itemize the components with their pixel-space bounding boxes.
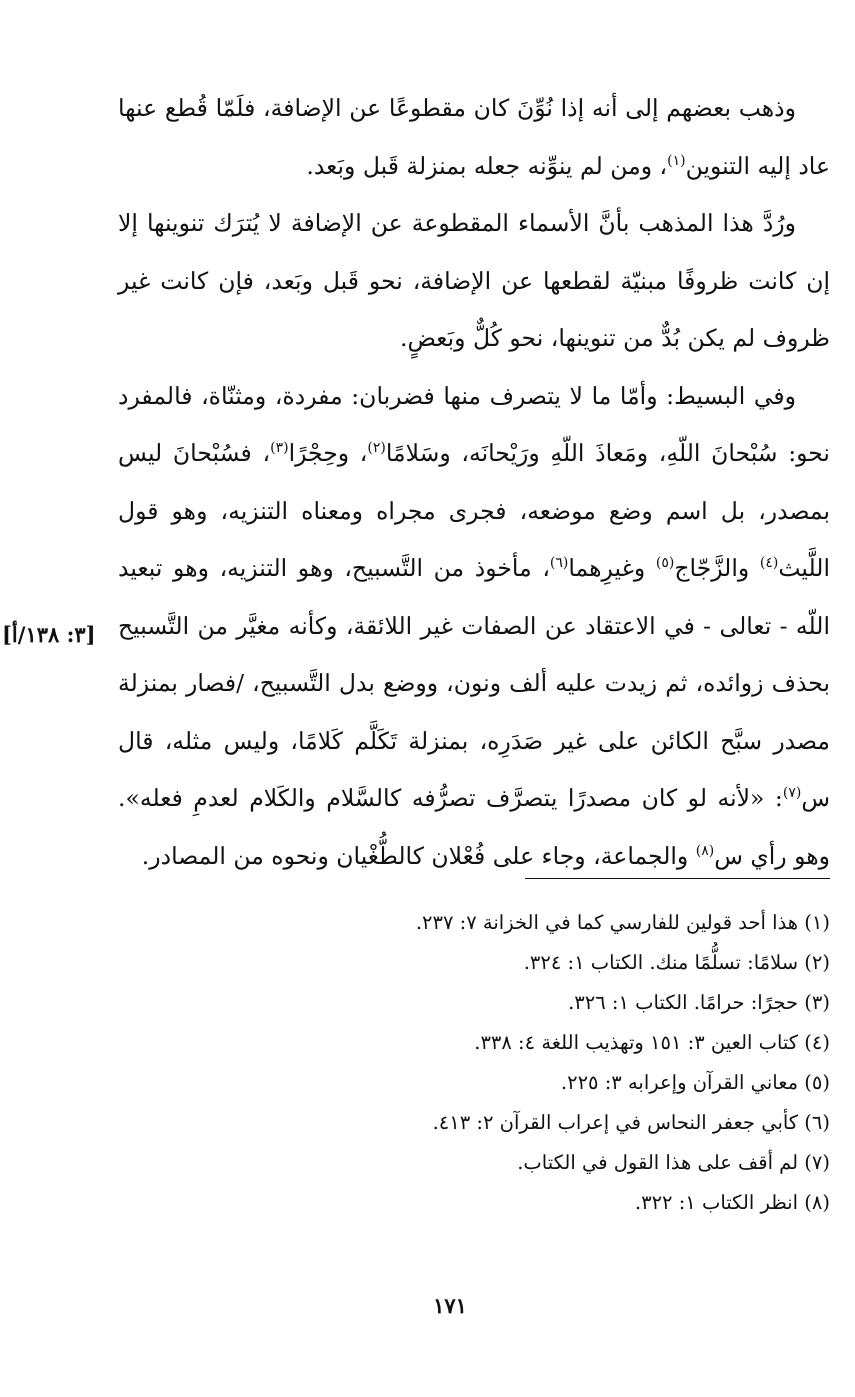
footnote-reference: (٣) (270, 440, 289, 457)
footnote-reference: (٧) (782, 785, 802, 802)
footnote-reference: (١) (667, 152, 686, 169)
footnote-reference: (٤) (759, 555, 779, 572)
text-segment: ورُدَّ هذا المذهب بأنَّ الأسماء المقطوعة عن الإضافة لا يُترَك تنوينها إلا إن كانت ظروفًا مبنيّة لقطعها عن الإضافة، نحو قَبل وبَعد، فإن كانت غير ظروف لم يكن بُدٌّ من تنوينها، نحو كُلٌّ وبَعضٍ. (118, 209, 830, 352)
text-segment: والزَّجّاج (674, 554, 760, 582)
footnote-separator (525, 878, 830, 879)
footnote-item: (٦) كأبي جعفر النحاس في إعراب القرآن ٢: ٤١٣. (432, 1111, 830, 1134)
footnote-item: (٣) حجرًا: حرامًا. الكتاب ١: ٣٢٦. (568, 991, 830, 1014)
footnote-item: (٢) سلامًا: تسلُّمًا منك. الكتاب ١: ٣٢٤. (523, 951, 830, 974)
paragraph (118, 368, 830, 886)
footnote-item: (٨) انظر الكتاب ١: ٣٢٢. (634, 1191, 830, 1214)
text-segment: والجماعة، وجاء على فُعْلان كالطُّغْيان ونحوه من المصادر. (141, 841, 696, 870)
text-segment: : «لأنه لو كان مصدرًا يتصرَّف تصرُّفه كالسَّلام والكَلام لعدمِ فعله». وهو رأي س (118, 784, 830, 870)
text-segment: ، وحِجْرًا (288, 439, 368, 467)
paragraph (118, 195, 830, 368)
text-segment: ، فسُبْحانَ ليس بمصدر، بل اسم وضع موضعه، فجرى مجراه ومعناه التنزيه، وهو قول اللَّيث (118, 439, 830, 582)
main-text (118, 80, 830, 885)
text-segment: ، ومن لم ينوِّنه جعله بمنزلة قَبل وبَعد. (306, 151, 668, 180)
text-segment: وفي البسيط: وأمّا ما لا يتصرف منها فضربان: مفردة، ومثنّاة، فالمفرد نحو: سُبْحانَ اللّهِ، ومَعاذَ اللّهِ ورَيْحانَه، وسَلامًا (118, 381, 830, 467)
footnote-reference: (٨) (695, 842, 715, 859)
footnote-item: (١) هذا أحد قولين للفارسي كما في الخزانة ٧: ٢٣٧. (415, 911, 830, 934)
footnote-item: (٥) معاني القرآن وإعرابه ٣: ٢٢٥. (560, 1071, 830, 1094)
page-number: ١٧١ (433, 1293, 467, 1318)
footnote-item: (٧) لم أقف على هذا القول في الكتاب. (517, 1151, 830, 1174)
footnote-reference: (٥) (655, 555, 675, 572)
paragraph (118, 80, 830, 195)
text-segment: وغيرِهما (568, 554, 656, 582)
footnote-item: (٤) كتاب العين ٣: ١٥١ وتهذيب اللغة ٤: ٣٣٨. (474, 1031, 830, 1054)
footnote-reference: (٢) (367, 440, 386, 457)
margin-manuscript-reference: [٣: ١٣٨/أ] (2, 622, 96, 647)
text-segment: ، مأخوذ من التَّسبيح، وهو التنزيه، وهو تبعيد اللّه - تعالى - في الاعتقاد عن الصفات غير اللائقة، وكأنه مغيَّر من التَّسبيح بحذف زوائده، ثم زيدت عليه ألف ونون، ووضع بدل التَّسبيح، /فصار بمنزلة مصدر سبَّح الكائن على غير صَدَرِه، بمنزلة تَكَلَّم كَلامًا، وليس مثله، قال س (118, 554, 830, 812)
text-segment: وذهب بعضهم إلى أنه إذا نُوِّنَ كان مقطوعًا عن الإضافة، فلَمّا قُطع عنها عاد إليه التنوين (118, 94, 830, 180)
footnote-reference: (٦) (549, 555, 569, 572)
footnotes-list (180, 903, 830, 1223)
